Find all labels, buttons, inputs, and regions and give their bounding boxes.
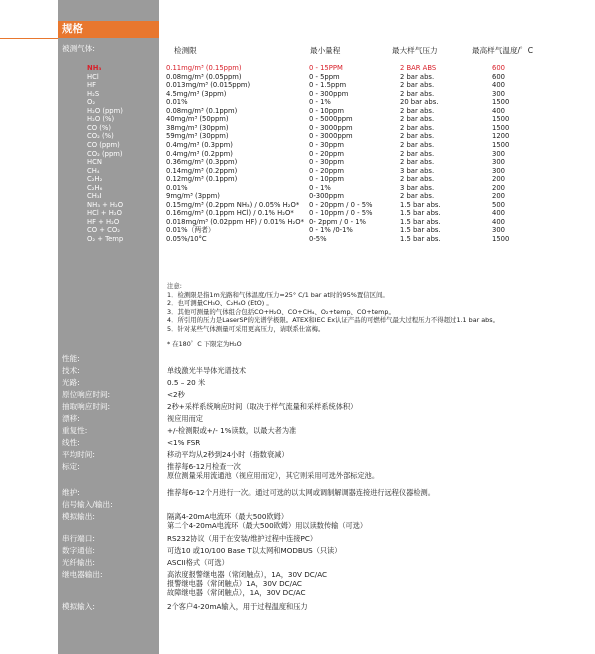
max-temp-cell: 1500 <box>492 115 510 124</box>
min-range-cell: 0 - 20ppm <box>309 149 344 158</box>
detection-limit-cell: 0.36mg/m³ (0.3ppm) <box>166 158 238 167</box>
min-range-cell: 0-300ppm <box>309 192 344 201</box>
gas-name: C₂H₂ <box>87 175 103 184</box>
spec-label: 串行端口: <box>62 534 95 543</box>
detection-limit-cell: 0.05%/10°C <box>166 235 207 243</box>
spec-value: 高浓度报警继电器（常闭触点），1A，30V DC/AC <box>167 570 328 579</box>
min-range-cell: 0 - 20ppm <box>309 166 344 175</box>
min-range-cell: 0 - 20ppm / 0 - 5% <box>309 200 373 209</box>
gas-name: CO₂ (%) <box>87 132 114 141</box>
detection-limit-cell: 0.4mg/m³ (0.2ppm) <box>166 149 233 158</box>
gas-name: CO₂ (ppm) <box>87 149 123 158</box>
header-max-temp: 最高样气温度/゜C <box>472 46 534 55</box>
header-detection-limit: 检测限 <box>174 46 197 55</box>
max-pressure-cell: 2 bar abs. <box>400 89 435 98</box>
max-pressure-cell: 3 bar abs. <box>400 183 435 192</box>
note-item: 5．针对某些气体测量可采用更高压力，请联系仕富梅。 <box>167 324 325 333</box>
gas-name: H₂S <box>87 89 100 98</box>
spec-value: 移动平均从2秒到24小时（指数衰减） <box>167 450 289 459</box>
min-range-cell: 0 - 1% <box>309 98 331 107</box>
spec-label: 抽取响应时间: <box>62 402 111 411</box>
spec-label: 技术: <box>62 366 80 375</box>
detection-limit-cell: 9mg/m³ (3ppm) <box>166 192 220 201</box>
max-temp-cell: 400 <box>492 209 505 218</box>
gas-name: CH₄ <box>87 166 100 175</box>
note-item: 4．所引用的压力是LaserSP的光谱学极限。ATEX和IEC Ex认证产品的可燃样气最大过程压力不得超过1.1 bar abs。 <box>167 316 499 325</box>
note-item: 3．其他可测量的气体组合包括CO+H₂O、CO+CH₄、O₂+temp、CO+temp。 <box>167 307 395 316</box>
max-pressure-cell: 2 bar abs. <box>400 106 435 115</box>
gas-name: HCl <box>87 72 99 81</box>
detection-limit-cell: 0.01% <box>166 183 188 192</box>
max-temp-cell: 600 <box>492 72 505 81</box>
header-max-pressure: 最大样气压力 <box>392 46 438 55</box>
note-item: 2．也可测量CH₃O、C₂H₄O (EtO) 。 <box>167 299 273 308</box>
min-range-cell: 0 - 1.5ppm <box>309 81 347 90</box>
max-temp-cell: 1500 <box>492 140 510 149</box>
spec-value: 2秒+采样系统响应时间（取决于样气流量和采样系统体积） <box>167 402 358 411</box>
max-pressure-cell: 2 BAR ABS <box>400 64 437 72</box>
min-range-cell: 0 - 10ppm <box>309 175 344 184</box>
detection-limit-cell: 40mg/m³ (50ppm) <box>166 115 229 124</box>
max-temp-cell: 1500 <box>492 98 510 107</box>
max-temp-cell: 600 <box>492 64 505 72</box>
gas-name: NH₃ <box>87 64 102 72</box>
max-temp-cell: 400 <box>492 81 505 90</box>
max-pressure-cell: 20 bar abs. <box>400 98 439 107</box>
max-temp-cell: 500 <box>492 200 505 209</box>
min-range-cell: 0 - 30ppm <box>309 158 344 167</box>
min-range-cell: 0 - 5ppm <box>309 72 340 81</box>
detection-limit-cell: 0.08mg/m³ (0.05ppm) <box>166 72 242 81</box>
gas-name: HCl + H₂O <box>87 209 122 218</box>
spec-label: 光纤输出: <box>62 558 95 567</box>
gas-name: O₂ + Temp <box>87 235 124 243</box>
note-item: 1．检测限是指1m光路和气体温度/压力=25° C/1 bar at时的95%置信区间。 <box>167 291 389 299</box>
max-temp-cell: 1200 <box>492 132 510 141</box>
min-range-cell: 0 - 5000ppm <box>309 115 353 124</box>
header-min-range: 最小量程 <box>310 46 341 55</box>
detection-limit-cell: 4.5mg/m³ (3ppm) <box>166 89 227 98</box>
detection-limit-cell: 0.15mg/m³ (0.2ppm NH₃) / 0.05% H₂O* <box>166 200 300 209</box>
min-range-cell: 0 - 10ppm / 0 - 5% <box>309 209 373 218</box>
gas-name: HF <box>87 81 97 90</box>
spec-value: 视应用而定 <box>167 414 203 423</box>
max-temp-cell: 200 <box>492 192 505 201</box>
spec-value: ASCII格式（可选） <box>167 558 229 567</box>
min-range-cell: 0 - 300ppm <box>309 89 349 98</box>
spec-value: RS232协议（用于在安装/维护过程中连接PC） <box>167 534 318 543</box>
max-temp-cell: 300 <box>492 166 505 175</box>
detection-limit-cell: 0.018mg/m³ (0.02ppm HF) / 0.01% H₂O* <box>166 217 305 226</box>
max-pressure-cell: 2 bar abs. <box>400 140 435 149</box>
spec-value: 报警继电器（常闭触点）1A，30V DC/AC <box>167 579 302 588</box>
measured-gases-label: 被测气体: <box>62 44 95 53</box>
gas-name: CO + CO₂ <box>87 226 120 235</box>
max-temp-cell: 300 <box>492 149 505 158</box>
max-pressure-cell: 2 bar abs. <box>400 175 435 184</box>
gas-name: H₂O (%) <box>87 115 115 124</box>
max-temp-cell: 200 <box>492 183 505 192</box>
spec-value: <2秒 <box>167 390 185 399</box>
max-pressure-cell: 2 bar abs. <box>400 132 435 141</box>
max-pressure-cell: 2 bar abs. <box>400 192 435 201</box>
detection-limit-cell: 0.4mg/m³ (0.3ppm) <box>166 140 233 149</box>
gas-name: H₂O (ppm) <box>87 106 123 115</box>
detection-limit-cell: 0.11mg/m³ (0.15ppm) <box>166 64 242 72</box>
detection-limit-cell: 0.01%（两者） <box>166 226 215 235</box>
max-pressure-cell: 3 bar abs. <box>400 166 435 175</box>
spec-value: 单线激光半导体光谱技术 <box>167 366 247 375</box>
spec-value: 可选10 或10/100 Base T以太网和MODBUS（只读） <box>167 546 342 555</box>
spec-label: 原位响应时间: <box>62 390 111 399</box>
footnote: * 在180゜C 下限定为H₂O <box>167 340 242 348</box>
spec-value: 第二个4-20mA电流环（最大500欧姆）用以读数传输（可选） <box>167 521 368 530</box>
min-range-cell: 0 - 15PPM <box>309 64 343 72</box>
gas-name: HF + H₂O <box>87 217 120 226</box>
spec-label: 维护: <box>62 488 80 497</box>
max-temp-cell: 300 <box>492 158 505 167</box>
spec-value: 2个客户4-20mA输入，用于过程温度和压力 <box>167 602 308 611</box>
sidebar-panel <box>58 0 159 654</box>
detection-limit-cell: 0.16mg/m³ (0.1ppm HCl) / 0.1% H₂O* <box>166 209 294 218</box>
notes-title: 注意: <box>167 282 182 290</box>
gas-name: NH₃ + H₂O <box>87 200 124 209</box>
min-range-cell: 0 - 3000ppm <box>309 132 353 141</box>
max-temp-cell: 400 <box>492 217 505 226</box>
max-temp-cell: 1500 <box>492 123 510 132</box>
spec-value: 原位测量采用流通池（视应用而定），其它则采用可选外部标定池。 <box>167 471 380 480</box>
min-range-cell: 0 - 1% /0-1% <box>309 226 353 235</box>
max-pressure-cell: 1.5 bar abs. <box>400 226 441 235</box>
detection-limit-cell: 38mg/m³ (30ppm) <box>166 123 229 132</box>
spec-value: <1% FSR <box>167 438 201 447</box>
detection-limit-cell: 0.01% <box>166 98 188 107</box>
min-range-cell: 0- 2ppm / 0 - 1% <box>309 217 367 226</box>
spec-label: 模拟输出: <box>62 512 95 521</box>
detection-limit-cell: 0.013mg/m³ (0.015ppm) <box>166 81 251 90</box>
gas-name: C₂H₆ <box>87 183 103 192</box>
performance-label: 性能: <box>62 354 80 363</box>
min-range-cell: 0-5% <box>309 235 327 243</box>
spec-label: 漂移: <box>62 414 80 423</box>
spec-label: 模拟输入: <box>62 602 95 611</box>
spec-label: 平均时间: <box>62 450 95 459</box>
spec-value: 推荐每6-12个月进行一次。通过可选的以太网或调制解调器连接进行远程仪器检测。 <box>167 488 435 497</box>
detection-limit-cell: 0.14mg/m³ (0.2ppm) <box>166 166 238 175</box>
title-rule <box>0 38 58 39</box>
max-temp-cell: 400 <box>492 106 505 115</box>
spec-label: 继电器输出: <box>62 570 103 579</box>
gas-name: CO (%) <box>87 123 112 132</box>
spec-label: 信号输入/输出: <box>62 500 113 509</box>
max-temp-cell: 300 <box>492 226 505 235</box>
spec-label: 数字通信: <box>62 546 95 555</box>
spec-value: 故障继电器（常闭触点），1A，30V DC/AC <box>167 588 306 597</box>
min-range-cell: 0 - 30ppm <box>309 140 344 149</box>
spec-label: 标定: <box>62 462 80 471</box>
detection-limit-cell: 59mg/m³ (30ppm) <box>166 132 229 141</box>
detection-limit-cell: 0.08mg/m³ (0.1ppm) <box>166 106 238 115</box>
min-range-cell: 0 - 3000ppm <box>309 123 353 132</box>
max-pressure-cell: 2 bar abs. <box>400 158 435 167</box>
max-pressure-cell: 2 bar abs. <box>400 115 435 124</box>
detection-limit-cell: 0.12mg/m³ (0.1ppm) <box>166 175 238 184</box>
spec-value: 隔离4-20mA电流环（最大500欧姆） <box>167 512 289 521</box>
gas-name: O₂ <box>87 98 96 107</box>
spec-value: +/-检测限或+/- 1%读数，以最大者为准 <box>167 426 297 435</box>
spec-value: 推荐每6-12月检查一次 <box>167 462 241 471</box>
max-temp-cell: 1500 <box>492 235 510 243</box>
max-temp-cell: 200 <box>492 175 505 184</box>
max-pressure-cell: 2 bar abs. <box>400 72 435 81</box>
max-pressure-cell: 1.5 bar abs. <box>400 209 441 218</box>
spec-label: 线性: <box>62 438 80 447</box>
spec-value: 0.5 – 20 米 <box>167 378 206 387</box>
gas-name: HCN <box>87 158 102 167</box>
page-title: 规格 <box>62 23 83 35</box>
min-range-cell: 0 - 10ppm <box>309 106 344 115</box>
max-pressure-cell: 1.5 bar abs. <box>400 217 441 226</box>
max-pressure-cell: 1.5 bar abs. <box>400 200 441 209</box>
gas-name: CH₃I <box>87 192 102 201</box>
gas-name: CO (ppm) <box>87 140 120 149</box>
spec-label: 光路: <box>62 378 80 387</box>
max-pressure-cell: 2 bar abs. <box>400 149 435 158</box>
spec-label: 重复性: <box>62 426 88 435</box>
max-pressure-cell: 2 bar abs. <box>400 123 435 132</box>
max-pressure-cell: 1.5 bar abs. <box>400 235 441 243</box>
max-temp-cell: 300 <box>492 89 505 98</box>
max-pressure-cell: 2 bar abs. <box>400 81 435 90</box>
min-range-cell: 0 - 1% <box>309 183 331 192</box>
